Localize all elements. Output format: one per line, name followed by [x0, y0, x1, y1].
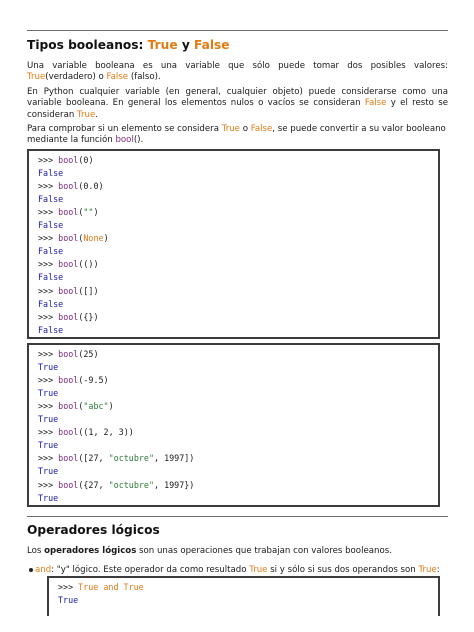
p2-text-b: y el resto se consideran	[27, 98, 448, 120]
input-line	[38, 232, 109, 244]
code-block-and	[47, 576, 440, 616]
builtin-bool: bool	[58, 259, 79, 270]
section-title-operadores: Operadores lógicos	[27, 523, 160, 537]
output-line	[38, 361, 58, 373]
code-block-false-values	[27, 149, 440, 339]
p1-text-b: (verdadero) o	[45, 72, 107, 83]
code-text: (	[78, 259, 84, 270]
output-value: True	[58, 595, 79, 605]
output-line	[38, 492, 58, 504]
output-line	[58, 594, 78, 606]
input-line	[38, 258, 99, 270]
list-item-and	[35, 565, 440, 575]
output-value: False	[38, 324, 64, 335]
p3-text-a: Para comprobar si un elemento se considera	[27, 124, 222, 134]
argument: "octubre"	[108, 453, 154, 464]
input-line	[38, 452, 194, 464]
code-text: (-9.5)	[78, 375, 109, 386]
prompt-symbol: >>>	[38, 401, 59, 412]
paragraph-definition	[27, 61, 448, 84]
code-block-true-values	[27, 343, 440, 507]
code-text: , 1997])	[154, 453, 195, 464]
output-line	[38, 465, 58, 477]
title-false: False	[194, 38, 230, 52]
p2-text-a: En Python cualquier variable (en general, cualquier objeto) puede considerarse como una variable booleana. En general los elementos nulos o vacíos se consideran	[27, 87, 448, 109]
builtin-bool: bool	[58, 349, 79, 359]
builtin-bool: bool	[58, 233, 79, 244]
prompt-symbol: >>>	[38, 259, 59, 270]
output-line	[38, 271, 63, 283]
p3-text-c: , se puede convertir a su valor booleano mediante la función	[27, 124, 446, 146]
builtin-bool: bool	[58, 375, 79, 386]
code-text: ((1, 2, 3))	[78, 427, 134, 438]
input-line	[38, 154, 93, 166]
output-value: False	[38, 246, 64, 257]
output-value: False	[38, 168, 64, 179]
argument: 0.0	[83, 181, 99, 192]
input-line	[58, 581, 144, 593]
argument: None	[83, 233, 104, 244]
p1-false: False	[106, 72, 129, 83]
prompt-symbol: >>>	[38, 285, 59, 296]
expression: True and True	[78, 582, 144, 592]
input-line	[38, 180, 104, 192]
p3-true: True	[221, 124, 240, 134]
code-text: )	[88, 155, 94, 165]
input-line	[38, 400, 114, 412]
p3-bool-fn: bool	[115, 135, 134, 146]
code-text: )	[93, 259, 99, 270]
p3-text-d: ().	[133, 135, 144, 146]
output-line	[38, 298, 63, 310]
output-value: False	[38, 220, 64, 231]
builtin-bool: bool	[58, 453, 79, 464]
output-value: False	[38, 298, 64, 309]
code-text: )	[108, 401, 114, 412]
output-line	[38, 439, 58, 451]
p2-false: False	[364, 98, 387, 109]
prompt-symbol: >>>	[38, 349, 59, 359]
output-value: True	[38, 388, 59, 399]
builtin-bool: bool	[58, 155, 79, 165]
paragraph-operators-intro	[27, 546, 448, 557]
builtin-bool: bool	[58, 181, 79, 192]
code-text: )	[103, 233, 109, 244]
output-line	[38, 245, 63, 257]
prompt-symbol: >>>	[38, 453, 59, 464]
and-true-1: True	[249, 565, 268, 575]
code-text: ([27,	[78, 453, 109, 464]
paragraph-bool-function	[27, 124, 448, 147]
output-line	[38, 167, 63, 179]
and-text-b: si y sólo si sus dos operandos son	[267, 565, 419, 575]
prompt-symbol: >>>	[38, 375, 59, 386]
input-line	[38, 426, 134, 438]
and-text-c: :	[436, 565, 440, 575]
argument: 0	[83, 155, 89, 165]
output-line	[38, 193, 63, 205]
argument: ()	[83, 259, 94, 270]
code-text: (	[78, 311, 84, 322]
p1-text-a: Una variable booleana es una variable que sólo puede tomar dos posibles valores:	[27, 61, 448, 71]
output-line	[38, 324, 63, 336]
p3-text-b: o	[239, 124, 251, 134]
and-keyword: and	[35, 565, 52, 575]
p1-text-c: (falso).	[128, 72, 161, 83]
builtin-bool: bool	[58, 207, 79, 218]
prompt-symbol: >>>	[38, 233, 59, 244]
builtin-bool: bool	[58, 479, 79, 490]
prompt-symbol: >>>	[38, 311, 59, 322]
title-connector: y	[177, 38, 195, 52]
output-value: True	[38, 466, 59, 477]
top-rule	[27, 30, 448, 31]
builtin-bool: bool	[58, 311, 79, 322]
output-value: True	[38, 492, 59, 503]
code-text: (	[78, 207, 84, 218]
input-line	[38, 374, 109, 386]
input-line	[38, 311, 99, 323]
code-text: , 1997})	[154, 479, 195, 490]
and-text-a: : "y" lógico. Este operador da como resultado	[51, 565, 250, 575]
title-true: True	[147, 38, 178, 52]
builtin-bool: bool	[58, 427, 79, 438]
prompt-symbol: >>>	[38, 155, 59, 165]
intro-text-a: Los	[27, 546, 45, 556]
prompt-symbol: >>>	[38, 479, 59, 490]
and-true-2: True	[418, 565, 437, 575]
code-text: (	[78, 401, 84, 412]
output-value: False	[38, 194, 64, 205]
output-line	[38, 413, 58, 425]
p2-text-c: .	[95, 109, 99, 120]
input-line	[38, 348, 99, 360]
argument: []	[83, 285, 94, 296]
output-value: True	[38, 362, 59, 373]
code-text: )	[93, 285, 99, 296]
bullet-dot-icon	[29, 568, 33, 572]
code-text: (	[78, 285, 84, 296]
code-text: (	[78, 181, 84, 192]
code-text: )	[98, 181, 104, 192]
input-line	[38, 206, 99, 218]
output-line	[38, 387, 58, 399]
code-text: (	[78, 233, 84, 244]
code-text: (25)	[78, 349, 99, 359]
prompt-symbol: >>>	[38, 181, 59, 192]
output-value: False	[38, 272, 64, 283]
code-text: ({27,	[78, 479, 109, 490]
prompt-symbol: >>>	[58, 582, 79, 592]
argument: "abc"	[83, 401, 109, 412]
code-text: (	[78, 155, 84, 165]
argument: {}	[83, 311, 94, 322]
intro-bold: operadores lógicos	[44, 546, 137, 556]
input-line	[38, 479, 194, 491]
title-text: Tipos booleanos:	[27, 38, 148, 52]
code-text: )	[93, 311, 99, 322]
output-line	[38, 219, 63, 231]
output-value: True	[38, 440, 59, 451]
section-title-booleanos	[27, 38, 230, 52]
section-rule	[27, 516, 448, 517]
p2-true: True	[77, 109, 96, 120]
intro-text-b: son unas operaciones que trabajan con valores booleanos.	[136, 546, 392, 556]
p3-false: False	[250, 124, 273, 134]
builtin-bool: bool	[58, 285, 79, 296]
argument: ""	[83, 207, 94, 218]
builtin-bool: bool	[58, 401, 79, 412]
paragraph-python-variables	[27, 87, 448, 121]
prompt-symbol: >>>	[38, 427, 59, 438]
input-line	[38, 285, 99, 297]
code-text: )	[93, 207, 99, 218]
prompt-symbol: >>>	[38, 207, 59, 218]
p1-true: True	[27, 72, 46, 83]
argument: "octubre"	[108, 479, 154, 490]
output-value: True	[38, 414, 59, 425]
